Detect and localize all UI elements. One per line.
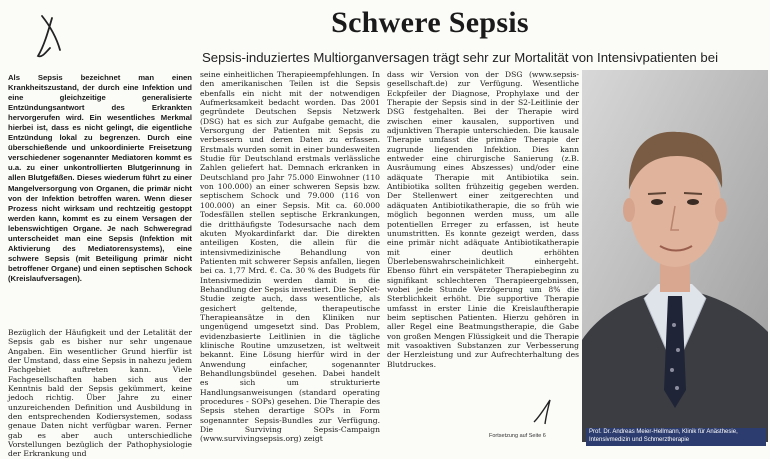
- lead-text: Als Sepsis bezeichnet man einen Krankheitszustand, der durch eine Infektion und eine gleichzeitige generalisierte Entzündungsantwort des Erkrankten hervorgerufen wird. Ein wesentliches Merkmal hierbei ist, dass es nicht gelingt, die eigentliche Entzündung lokal zu begrenzen. Durch eine überschießende und unkoordinierte Freisetzung verschiedener sogenannter Mediatoren kommt es u.a. zu einer unkontrollierten Blutgerinnung in allen Blutgefäßen. Dieses wiederum führt zu einer Mangelversorgung von Organen, die primär nicht von der Infektion betroffen waren. Wenn dieser Prozess nicht wirksam und rechtzeitig gestoppt werden kann, kommt es zu einem Versagen der lebenswichtigen Organe. Je nach Schweregrad unterscheidet man eine Sepsis (Infektion mit Aktivierung des Mediatorensystems), eine schwere Sepsis (mit Beteiligung primär nicht betroffener Organe) und einen septischen Schock (Kreislaufversagen).: [8, 73, 192, 283]
- author-photo: [582, 70, 768, 442]
- signature-icon: [530, 398, 560, 426]
- photo-caption: Prof. Dr. Andreas Meier-Hellmann, Klinik für Anästhesie, Intensivmedizin und Schmerztherapie: [586, 428, 766, 446]
- column-1-text: Bezüglich der Häufigkeit und der Letalität der Sepsis gab es bisher nur sehr ungenaue Angaben. Ein wesentlicher Grund hierfür ist der Umstand, dass eine Sepsis in nahezu jedem Fachgebiet auftreten kann. Viele Fachgesellschaften haben sich aus der Kenntnis bald der Sepsis gekümmert, keine jedoch richtig. Über Jahre zu einer unzureichenden Definition und Ausbildung in den entsprechenden Kodiersystemen, sodass genaue Daten nicht verfügbar waren. Ferner gab es aber auch unterschiedliche Vorstellungen bezüglich der Pathophysiologie der Erkrankung und: [8, 328, 192, 459]
- column-2-text: seine einheitlichen Therapieempfehlungen. In den amerikanischen Teilen ist die Sepsis ebenfalls ein nicht mit der notwendigen Aufmerksamkeit bedacht worden. Das 2001 gegründete Deutschen Sepsis Netzwerk (DSG) hat es sich zur Aufgabe gemacht, die Versorgung der Patienten mit Sepsis zu verbessern und deren Daten zu erfassen. Erstmals wurden somit in einer bundesweiten Studie für Deutschland erstmals verlässliche Zahlen geliefert hat. Demnach erkranken in Deutschland pro Jahr 75.000 Einwohner (110 von 100.000) an einer schweren Sepsis bzw. septischem Schock und 79.000 (116 von 100.000) an einer Sepsis. Mit ca. 60.000 Todesfällen stellen septische Erkrankungen, die dritthäufigste Todesursache nach dem akuten Myokardinfarkt dar. Die direkten anteiligen Kosten, die allein für die intensivmedizinische Behandlung von Patienten mit schwerer Sepsis anfallen, liegen bei ca. 1,77 Mrd. €. Ca. 30 % des Budgets für Intensivmedizin werden damit in die Behandlung der Sepsis investiert. Die SepNet-Studie zeigte auch, dass wesentliche, als gesichert geltende, therapeutische Therapieansätze in den Kliniken nur ungenügend umgesetzt sind. Das Problem, evidenzbasierte Leitlinien in die tägliche klinische Routine umzusetzen, ist weltweit bekannt. Eine Lösung hierfür wird in der Anwendung einfacher, sogenannter Behandlungsbündel gesehen. Dabei handelt es sich um strukturierte Handlungsanweisungen (standard operating procedures - SOPs) gesehen. Die Therapie des Sepsis stehen derartige SOPs in Form sogenannter Sepsis-Bundles zur Verfügung. Die Surviving Sepsis-Campaign (www.survivingsepsis.org) zeigt: [200, 70, 380, 444]
- column-3-text: dass wir Version von der DSG (www.sepsis-gesellschaft.de) zur Verfügung. Wesentliche Eckpfeiler der Diagnose, Prophylaxe und der Therapie der Sepsis sind in der S2-Leitlinie der DSG festgehalten. Bei der Therapie wird zwischen einer kausalen, supportiven und adjunktiven Therapie unterschieden. Die kausale Therapie umfasst die primäre Therapie der zugrunde liegenden Infektion. Dies kann entweder eine chirurgische Sanierung (z.B. Ausräumung eines Abszesses) und/oder eine adäquate Therapie mit Antibiotika sein. Antibiotika sollten frühzeitig gegeben werden. Der Stellenwert einer zeitgerechten und adäquaten Antibiotikatherapie, die so früh wie möglich begonnen werden muss, um alle potentiellen Erreger zu erfassen, ist heute unumstritten. Es konnte gezeigt werden, dass eine primär nicht adäquate Antibiotikatherapie mit einer deutlich erhöhten Überlebenswahrscheinlichkeit einhergeht. Ebenso führt ein verspäteter Therapiebeginn zu signifikant schlechteren Therapieergebnissen, wobei jede Stunde Verzögerung um 8% die Sterblichkeit erhöht. Die supportive Therapie umfasst in erster Linie die Kreislauftherapie beim septischen Patienten. Hierzu gehören in aller Regel eine Beatmungstherapie, die Gabe von großen Mengen Flüssigkeit und die Therapie mit vasoaktiven Substanzen zur Verbesserung der Herzleistung und zur Aufrechterhaltung des Blutdruckes.: [387, 70, 579, 369]
- column-3: [387, 70, 579, 369]
- continued-note: Fortsetzung auf Seite 6: [489, 433, 546, 439]
- column-1-body: [8, 328, 192, 459]
- article-title: Schwere Sepsis: [331, 6, 529, 39]
- column-2: [200, 70, 380, 444]
- portrait-image: [582, 70, 768, 442]
- lead-paragraph: [8, 73, 192, 284]
- handwritten-mark-icon: [30, 12, 80, 62]
- article-subtitle: Sepsis-induziertes Multiorganversagen trägt sehr zur Mortalität von Intensivpatienten bei: [201, 50, 719, 65]
